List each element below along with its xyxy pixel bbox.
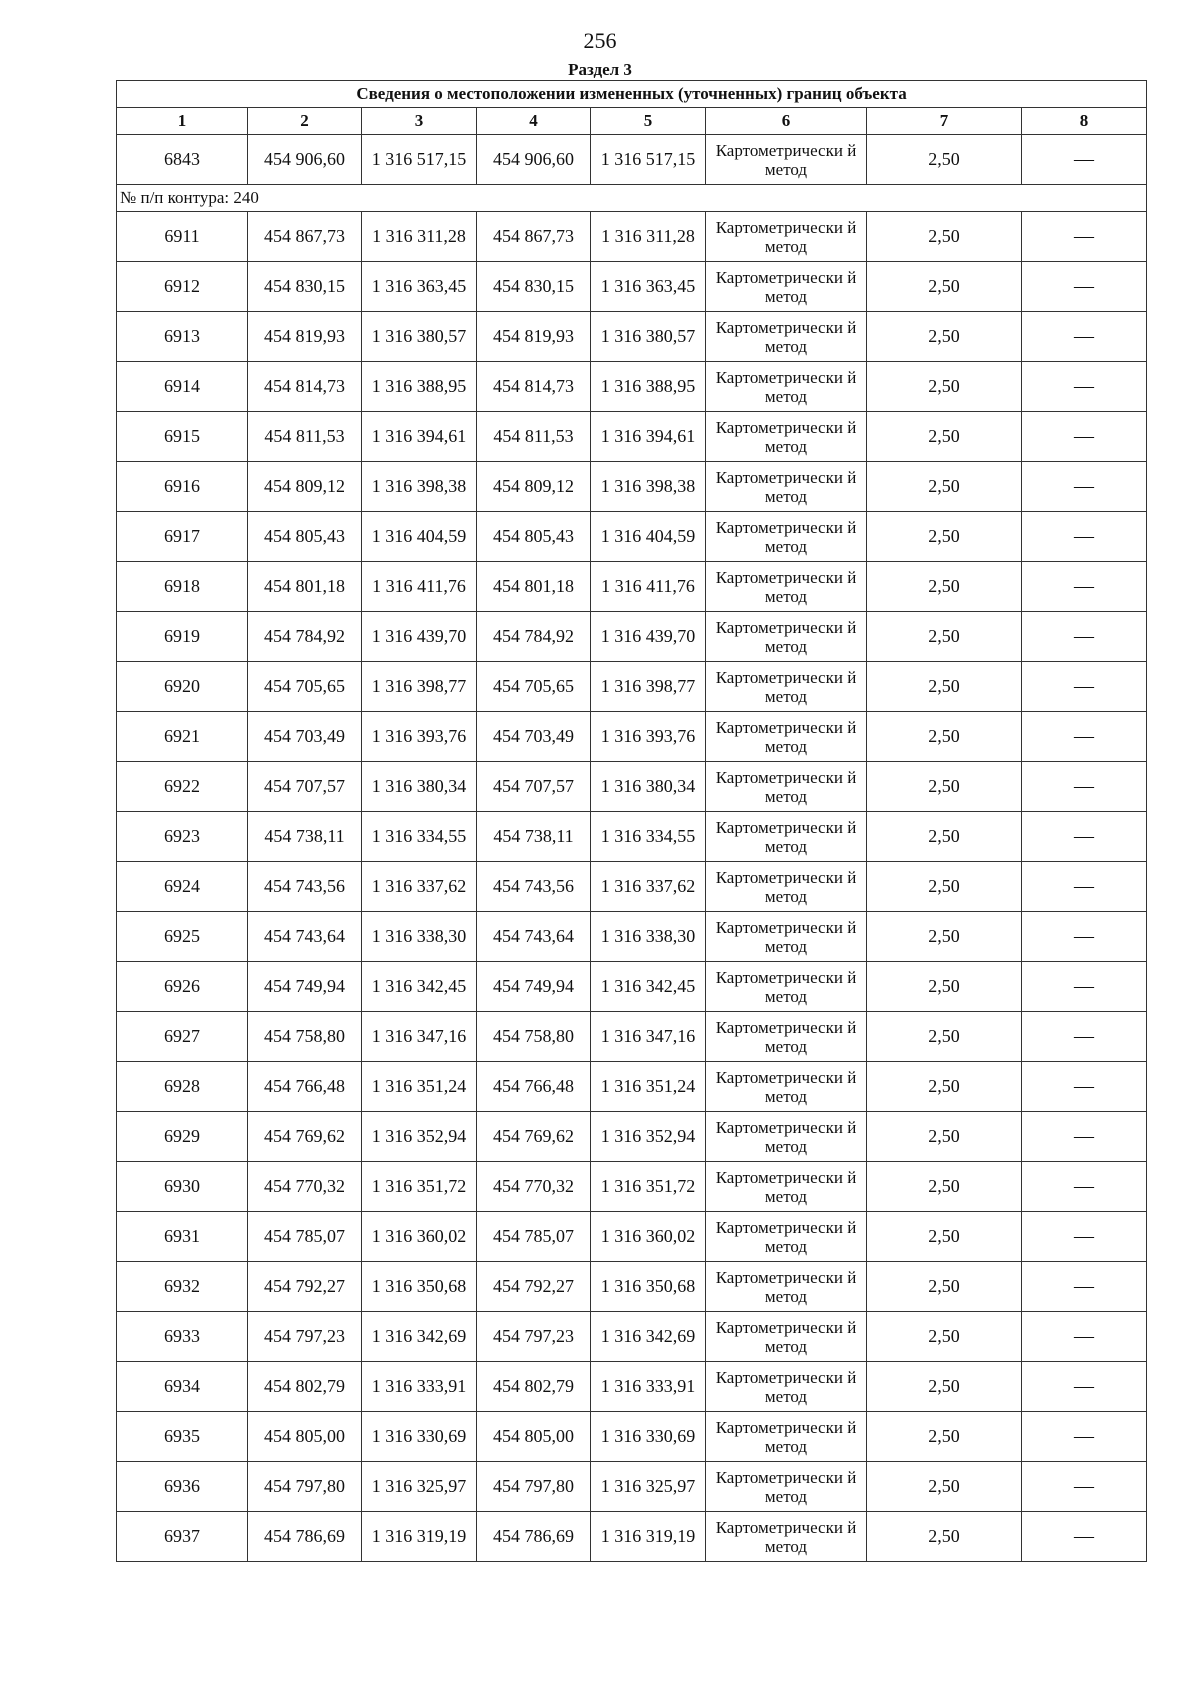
method-cell: Картометрически й метод <box>706 1412 867 1462</box>
coordinate-y-cell: 1 316 404,59 <box>591 512 706 562</box>
coordinate-x-cell: 454 749,94 <box>248 962 362 1012</box>
point-number-cell: 6936 <box>117 1462 248 1512</box>
point-number-cell: 6915 <box>117 412 248 462</box>
point-number-cell: 6917 <box>117 512 248 562</box>
coordinate-x-cell: 454 703,49 <box>248 712 362 762</box>
method-cell: Картометрически й метод <box>706 1112 867 1162</box>
column-number: 5 <box>591 108 706 135</box>
table-row <box>117 1462 1147 1512</box>
coordinate-y-cell: 1 316 360,02 <box>362 1212 477 1262</box>
method-cell: Картометрически й метод <box>706 562 867 612</box>
coordinate-y-cell: 1 316 398,77 <box>591 662 706 712</box>
coordinate-x-cell: 454 802,79 <box>248 1362 362 1412</box>
column-number: 7 <box>867 108 1022 135</box>
coordinate-y-cell: 1 316 380,57 <box>362 312 477 362</box>
table-row <box>117 762 1147 812</box>
point-number-cell: 6921 <box>117 712 248 762</box>
method-cell: Картометрически й метод <box>706 462 867 512</box>
table-row <box>117 362 1147 412</box>
coordinate-x-cell: 454 797,23 <box>477 1312 591 1362</box>
coordinate-y-cell: 1 316 363,45 <box>591 262 706 312</box>
coordinate-y-cell: 1 316 351,24 <box>591 1062 706 1112</box>
note-cell: — <box>1022 762 1147 812</box>
coordinate-y-cell: 1 316 517,15 <box>362 135 477 185</box>
table-row <box>117 412 1147 462</box>
coordinate-x-cell: 454 809,12 <box>477 462 591 512</box>
coordinate-y-cell: 1 316 311,28 <box>362 212 477 262</box>
accuracy-cell: 2,50 <box>867 1362 1022 1412</box>
coordinate-x-cell: 454 769,62 <box>477 1112 591 1162</box>
table-row <box>117 712 1147 762</box>
method-cell: Картометрически й метод <box>706 862 867 912</box>
coordinate-x-cell: 454 758,80 <box>248 1012 362 1062</box>
table-row <box>117 962 1147 1012</box>
point-number-cell: 6927 <box>117 1012 248 1062</box>
method-cell: Картометрически й метод <box>706 712 867 762</box>
coordinate-x-cell: 454 770,32 <box>477 1162 591 1212</box>
coordinate-y-cell: 1 316 319,19 <box>362 1512 477 1562</box>
coordinate-x-cell: 454 906,60 <box>248 135 362 185</box>
note-cell: — <box>1022 562 1147 612</box>
accuracy-cell: 2,50 <box>867 312 1022 362</box>
coordinate-x-cell: 454 802,79 <box>477 1362 591 1412</box>
accuracy-cell: 2,50 <box>867 962 1022 1012</box>
table-row <box>117 1112 1147 1162</box>
coordinate-y-cell: 1 316 337,62 <box>591 862 706 912</box>
column-number: 6 <box>706 108 867 135</box>
coordinate-x-cell: 454 766,48 <box>248 1062 362 1112</box>
coordinate-x-cell: 454 805,43 <box>248 512 362 562</box>
coordinate-y-cell: 1 316 334,55 <box>591 812 706 862</box>
point-number-cell: 6931 <box>117 1212 248 1262</box>
point-number-cell: 6923 <box>117 812 248 862</box>
coordinate-x-cell: 454 792,27 <box>248 1262 362 1312</box>
note-cell: — <box>1022 362 1147 412</box>
point-number-cell: 6912 <box>117 262 248 312</box>
method-cell: Картометрически й метод <box>706 962 867 1012</box>
point-number-cell: 6928 <box>117 1062 248 1112</box>
accuracy-cell: 2,50 <box>867 762 1022 812</box>
coordinate-x-cell: 454 784,92 <box>248 612 362 662</box>
coordinate-x-cell: 454 707,57 <box>248 762 362 812</box>
coordinate-x-cell: 454 707,57 <box>477 762 591 812</box>
table-row <box>117 1212 1147 1262</box>
coordinate-y-cell: 1 316 380,34 <box>362 762 477 812</box>
coordinate-y-cell: 1 316 517,15 <box>591 135 706 185</box>
table-row <box>117 512 1147 562</box>
point-number-cell: 6843 <box>117 135 248 185</box>
accuracy-cell: 2,50 <box>867 1062 1022 1112</box>
coordinate-y-cell: 1 316 393,76 <box>591 712 706 762</box>
coordinate-x-cell: 454 770,32 <box>248 1162 362 1212</box>
coordinate-y-cell: 1 316 347,16 <box>591 1012 706 1062</box>
column-number: 1 <box>117 108 248 135</box>
note-cell: — <box>1022 1512 1147 1562</box>
coordinate-x-cell: 454 743,56 <box>248 862 362 912</box>
point-number-cell: 6926 <box>117 962 248 1012</box>
table-caption-row <box>117 81 1147 108</box>
point-number-cell: 6918 <box>117 562 248 612</box>
coordinate-y-cell: 1 316 325,97 <box>591 1462 706 1512</box>
contour-row <box>117 185 1147 212</box>
coordinate-x-cell: 454 766,48 <box>477 1062 591 1112</box>
coordinate-y-cell: 1 316 319,19 <box>591 1512 706 1562</box>
table-row <box>117 1062 1147 1112</box>
table-row <box>117 1012 1147 1062</box>
coordinate-x-cell: 454 738,11 <box>477 812 591 862</box>
accuracy-cell: 2,50 <box>867 612 1022 662</box>
coordinate-y-cell: 1 316 398,38 <box>362 462 477 512</box>
coordinate-y-cell: 1 316 342,69 <box>591 1312 706 1362</box>
point-number-cell: 6930 <box>117 1162 248 1212</box>
method-cell: Картометрически й метод <box>706 1062 867 1112</box>
coordinate-x-cell: 454 743,56 <box>477 862 591 912</box>
coordinate-y-cell: 1 316 334,55 <box>362 812 477 862</box>
coordinate-x-cell: 454 705,65 <box>477 662 591 712</box>
method-cell: Картометрически й метод <box>706 662 867 712</box>
accuracy-cell: 2,50 <box>867 462 1022 512</box>
coordinate-x-cell: 454 805,00 <box>477 1412 591 1462</box>
table-row <box>117 1312 1147 1362</box>
note-cell: — <box>1022 262 1147 312</box>
coordinate-y-cell: 1 316 388,95 <box>591 362 706 412</box>
accuracy-cell: 2,50 <box>867 1212 1022 1262</box>
column-number: 3 <box>362 108 477 135</box>
accuracy-cell: 2,50 <box>867 662 1022 712</box>
coordinate-y-cell: 1 316 411,76 <box>591 562 706 612</box>
section-title: Раздел 3 <box>568 60 632 79</box>
accuracy-cell: 2,50 <box>867 1412 1022 1462</box>
coordinate-y-cell: 1 316 342,45 <box>591 962 706 1012</box>
accuracy-cell: 2,50 <box>867 1312 1022 1362</box>
coordinate-y-cell: 1 316 338,30 <box>591 912 706 962</box>
note-cell: — <box>1022 812 1147 862</box>
table-row <box>117 135 1147 185</box>
point-number-cell: 6937 <box>117 1512 248 1562</box>
accuracy-cell: 2,50 <box>867 812 1022 862</box>
accuracy-cell: 2,50 <box>867 412 1022 462</box>
method-cell: Картометрически й метод <box>706 512 867 562</box>
note-cell: — <box>1022 1212 1147 1262</box>
coordinate-x-cell: 454 703,49 <box>477 712 591 762</box>
method-cell: Картометрически й метод <box>706 312 867 362</box>
coordinate-y-cell: 1 316 363,45 <box>362 262 477 312</box>
coordinate-x-cell: 454 814,73 <box>248 362 362 412</box>
table-row <box>117 212 1147 262</box>
coordinate-y-cell: 1 316 394,61 <box>362 412 477 462</box>
note-cell: — <box>1022 862 1147 912</box>
table-row <box>117 1512 1147 1562</box>
method-cell: Картометрически й метод <box>706 612 867 662</box>
table-row <box>117 612 1147 662</box>
table-row <box>117 462 1147 512</box>
coordinate-y-cell: 1 316 333,91 <box>362 1362 477 1412</box>
coordinate-y-cell: 1 316 350,68 <box>591 1262 706 1312</box>
contour-label: № п/п контура: 240 <box>117 185 1147 212</box>
table-row <box>117 662 1147 712</box>
point-number-cell: 6919 <box>117 612 248 662</box>
coordinate-y-cell: 1 316 338,30 <box>362 912 477 962</box>
point-number-cell: 6916 <box>117 462 248 512</box>
note-cell: — <box>1022 212 1147 262</box>
table-row <box>117 812 1147 862</box>
coordinate-x-cell: 454 830,15 <box>477 262 591 312</box>
method-cell: Картометрически й метод <box>706 812 867 862</box>
coordinate-x-cell: 454 819,93 <box>248 312 362 362</box>
coordinate-y-cell: 1 316 394,61 <box>591 412 706 462</box>
method-cell: Картометрически й метод <box>706 262 867 312</box>
method-cell: Картометрически й метод <box>706 1512 867 1562</box>
accuracy-cell: 2,50 <box>867 362 1022 412</box>
coordinate-y-cell: 1 316 352,94 <box>362 1112 477 1162</box>
coordinate-x-cell: 454 743,64 <box>248 912 362 962</box>
method-cell: Картометрически й метод <box>706 1012 867 1062</box>
note-cell: — <box>1022 1312 1147 1362</box>
coordinate-y-cell: 1 316 337,62 <box>362 862 477 912</box>
note-cell: — <box>1022 1112 1147 1162</box>
point-number-cell: 6922 <box>117 762 248 812</box>
method-cell: Картометрически й метод <box>706 362 867 412</box>
coordinate-x-cell: 454 786,69 <box>248 1512 362 1562</box>
method-cell: Картометрически й метод <box>706 1162 867 1212</box>
column-number: 4 <box>477 108 591 135</box>
note-cell: — <box>1022 512 1147 562</box>
coordinate-y-cell: 1 316 393,76 <box>362 712 477 762</box>
coordinate-x-cell: 454 785,07 <box>248 1212 362 1262</box>
page-number: 256 <box>583 28 617 53</box>
coordinate-y-cell: 1 316 388,95 <box>362 362 477 412</box>
column-number-row <box>117 108 1147 135</box>
coordinate-y-cell: 1 316 352,94 <box>591 1112 706 1162</box>
point-number-cell: 6935 <box>117 1412 248 1462</box>
coordinate-y-cell: 1 316 330,69 <box>591 1412 706 1462</box>
accuracy-cell: 2,50 <box>867 912 1022 962</box>
coordinate-x-cell: 454 785,07 <box>477 1212 591 1262</box>
coordinate-x-cell: 454 811,53 <box>248 412 362 462</box>
method-cell: Картометрически й метод <box>706 1262 867 1312</box>
table-row <box>117 1262 1147 1312</box>
accuracy-cell: 2,50 <box>867 862 1022 912</box>
method-cell: Картометрически й метод <box>706 412 867 462</box>
accuracy-cell: 2,50 <box>867 712 1022 762</box>
coordinate-x-cell: 454 797,23 <box>248 1312 362 1362</box>
coordinate-y-cell: 1 316 439,70 <box>362 612 477 662</box>
note-cell: — <box>1022 1162 1147 1212</box>
method-cell: Картометрически й метод <box>706 1312 867 1362</box>
point-number-cell: 6914 <box>117 362 248 412</box>
note-cell: — <box>1022 712 1147 762</box>
point-number-cell: 6920 <box>117 662 248 712</box>
method-cell: Картометрически й метод <box>706 1462 867 1512</box>
note-cell: — <box>1022 1012 1147 1062</box>
column-number: 2 <box>248 108 362 135</box>
method-cell: Картометрически й метод <box>706 1362 867 1412</box>
coordinate-y-cell: 1 316 311,28 <box>591 212 706 262</box>
table-row <box>117 262 1147 312</box>
coordinate-x-cell: 454 743,64 <box>477 912 591 962</box>
coordinate-x-cell: 454 758,80 <box>477 1012 591 1062</box>
table-row <box>117 912 1147 962</box>
coordinate-y-cell: 1 316 351,24 <box>362 1062 477 1112</box>
note-cell: — <box>1022 912 1147 962</box>
coordinate-y-cell: 1 316 411,76 <box>362 562 477 612</box>
coordinate-y-cell: 1 316 351,72 <box>362 1162 477 1212</box>
accuracy-cell: 2,50 <box>867 1262 1022 1312</box>
note-cell: — <box>1022 1062 1147 1112</box>
point-number-cell: 6911 <box>117 212 248 262</box>
table-row <box>117 1362 1147 1412</box>
note-cell: — <box>1022 612 1147 662</box>
method-cell: Картометрически й метод <box>706 762 867 812</box>
accuracy-cell: 2,50 <box>867 135 1022 185</box>
table-row <box>117 862 1147 912</box>
column-number: 8 <box>1022 108 1147 135</box>
coordinate-x-cell: 454 769,62 <box>248 1112 362 1162</box>
coordinate-x-cell: 454 814,73 <box>477 362 591 412</box>
point-number-cell: 6913 <box>117 312 248 362</box>
accuracy-cell: 2,50 <box>867 1512 1022 1562</box>
note-cell: — <box>1022 462 1147 512</box>
point-number-cell: 6934 <box>117 1362 248 1412</box>
accuracy-cell: 2,50 <box>867 512 1022 562</box>
accuracy-cell: 2,50 <box>867 1162 1022 1212</box>
method-cell: Картометрически й метод <box>706 1212 867 1262</box>
point-number-cell: 6924 <box>117 862 248 912</box>
coordinate-x-cell: 454 797,80 <box>248 1462 362 1512</box>
coordinate-x-cell: 454 819,93 <box>477 312 591 362</box>
coordinate-x-cell: 454 867,73 <box>477 212 591 262</box>
coordinate-y-cell: 1 316 342,45 <box>362 962 477 1012</box>
accuracy-cell: 2,50 <box>867 1112 1022 1162</box>
coordinate-x-cell: 454 749,94 <box>477 962 591 1012</box>
coordinate-x-cell: 454 797,80 <box>477 1462 591 1512</box>
note-cell: — <box>1022 962 1147 1012</box>
point-number-cell: 6933 <box>117 1312 248 1362</box>
coordinate-y-cell: 1 316 325,97 <box>362 1462 477 1512</box>
coordinate-x-cell: 454 801,18 <box>477 562 591 612</box>
note-cell: — <box>1022 1412 1147 1462</box>
table-caption: Сведения о местоположении измененных (уточненных) границ объекта <box>117 81 1147 108</box>
table-body <box>117 135 1147 1562</box>
note-cell: — <box>1022 412 1147 462</box>
accuracy-cell: 2,50 <box>867 562 1022 612</box>
coordinate-y-cell: 1 316 398,38 <box>591 462 706 512</box>
note-cell: — <box>1022 662 1147 712</box>
method-cell: Картометрически й метод <box>706 135 867 185</box>
coordinate-y-cell: 1 316 439,70 <box>591 612 706 662</box>
coordinate-x-cell: 454 792,27 <box>477 1262 591 1312</box>
coordinate-x-cell: 454 805,43 <box>477 512 591 562</box>
coordinate-x-cell: 454 786,69 <box>477 1512 591 1562</box>
note-cell: — <box>1022 1362 1147 1412</box>
coordinate-y-cell: 1 316 380,57 <box>591 312 706 362</box>
note-cell: — <box>1022 135 1147 185</box>
accuracy-cell: 2,50 <box>867 1012 1022 1062</box>
table-row <box>117 312 1147 362</box>
point-number-cell: 6925 <box>117 912 248 962</box>
table-row <box>117 1412 1147 1462</box>
boundary-table <box>116 80 1147 1562</box>
coordinate-y-cell: 1 316 351,72 <box>591 1162 706 1212</box>
coordinate-y-cell: 1 316 404,59 <box>362 512 477 562</box>
note-cell: — <box>1022 1462 1147 1512</box>
coordinate-x-cell: 454 801,18 <box>248 562 362 612</box>
point-number-cell: 6929 <box>117 1112 248 1162</box>
coordinate-y-cell: 1 316 360,02 <box>591 1212 706 1262</box>
method-cell: Картометрически й метод <box>706 912 867 962</box>
coordinate-x-cell: 454 784,92 <box>477 612 591 662</box>
table-row <box>117 1162 1147 1212</box>
coordinate-y-cell: 1 316 350,68 <box>362 1262 477 1312</box>
note-cell: — <box>1022 1262 1147 1312</box>
accuracy-cell: 2,50 <box>867 1462 1022 1512</box>
coordinate-x-cell: 454 830,15 <box>248 262 362 312</box>
point-number-cell: 6932 <box>117 1262 248 1312</box>
coordinate-y-cell: 1 316 380,34 <box>591 762 706 812</box>
coordinate-y-cell: 1 316 342,69 <box>362 1312 477 1362</box>
coordinate-x-cell: 454 738,11 <box>248 812 362 862</box>
note-cell: — <box>1022 312 1147 362</box>
accuracy-cell: 2,50 <box>867 262 1022 312</box>
coordinate-x-cell: 454 805,00 <box>248 1412 362 1462</box>
method-cell: Картометрически й метод <box>706 212 867 262</box>
coordinate-x-cell: 454 867,73 <box>248 212 362 262</box>
coordinate-x-cell: 454 906,60 <box>477 135 591 185</box>
accuracy-cell: 2,50 <box>867 212 1022 262</box>
coordinate-y-cell: 1 316 398,77 <box>362 662 477 712</box>
coordinate-x-cell: 454 809,12 <box>248 462 362 512</box>
coordinate-x-cell: 454 705,65 <box>248 662 362 712</box>
coordinate-y-cell: 1 316 347,16 <box>362 1012 477 1062</box>
coordinate-y-cell: 1 316 333,91 <box>591 1362 706 1412</box>
table-row <box>117 562 1147 612</box>
coordinate-y-cell: 1 316 330,69 <box>362 1412 477 1462</box>
coordinate-x-cell: 454 811,53 <box>477 412 591 462</box>
